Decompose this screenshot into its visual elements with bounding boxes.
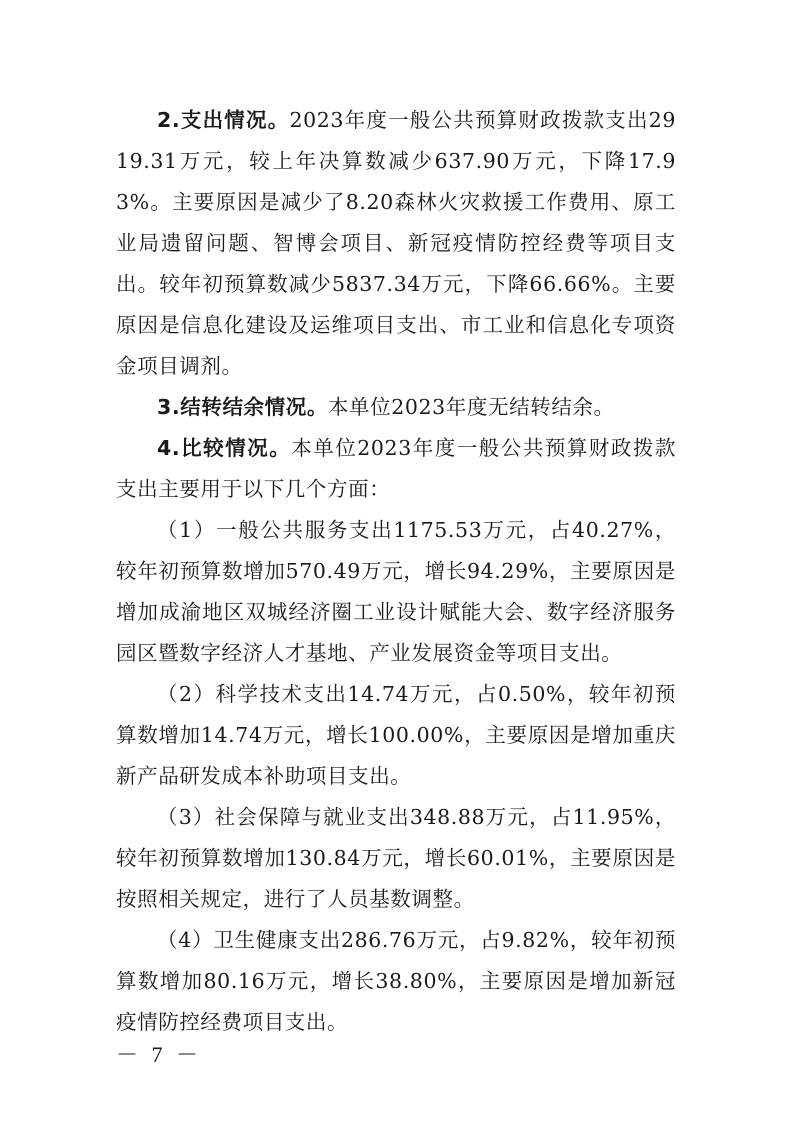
paragraph-expenditure — [116, 100, 676, 387]
list-item-science-technology — [116, 674, 676, 797]
list-item-general-public-services — [116, 510, 676, 674]
list-item-social-security — [116, 797, 676, 920]
list-item-health — [116, 920, 676, 1043]
paragraph-comparison — [116, 428, 676, 510]
document-body — [116, 100, 676, 1043]
paragraph-text: 2023年度一般公共预算财政拨款支出2919.31万元，较上年决算数减少637.90万元，下降17.93%。主要原因是减少了8.20森林火灾救援工作费用、原工业局遗留问题、智博会项目、新冠疫情防控经费等项目支出。较年初预算数减少5837.34万元，下降66.66%。主要原因是信息化建设及运维项目支出、市工业和信息化专项资金项目调剂。 — [116, 108, 676, 378]
paragraph-text: （1）一般公共服务支出1175.53万元，占40.27%，较年初预算数增加570.49万元，增长94.29%，主要原因是增加成渝地区双城经济圈工业设计赋能大会、数字经济服务园区暨数字经济人才基地、产业发展资金等项目支出。 — [116, 518, 676, 665]
section-heading-comparison: 4.比较情况。 — [157, 436, 292, 460]
paragraph-text: 本单位2023年度无结转结余。 — [327, 395, 615, 419]
paragraph-text: 本单位2023年度一般公共预算财政拨款支出主要用于以下几个方面： — [116, 436, 676, 501]
section-heading-carryover: 3.结转结余情况。 — [157, 395, 328, 419]
paragraph-carryover — [116, 387, 676, 428]
page-number: － 7 － — [116, 1042, 203, 1067]
paragraph-text: （4）卫生健康支出286.76万元，占9.82%，较年初预算数增加80.16万元，增长38.80%，主要原因是增加新冠疫情防控经费项目支出。 — [116, 928, 676, 1034]
paragraph-text: （2）科学技术支出14.74万元，占0.50%，较年初预算数增加14.74万元，增长100.00%，主要原因是增加重庆新产品研发成本补助项目支出。 — [116, 682, 676, 788]
paragraph-text: （3）社会保障与就业支出348.88万元，占11.95%，较年初预算数增加130.84万元，增长60.01%，主要原因是按照相关规定，进行了人员基数调整。 — [116, 805, 676, 911]
section-heading-expenditure: 2.支出情况。 — [157, 108, 290, 132]
